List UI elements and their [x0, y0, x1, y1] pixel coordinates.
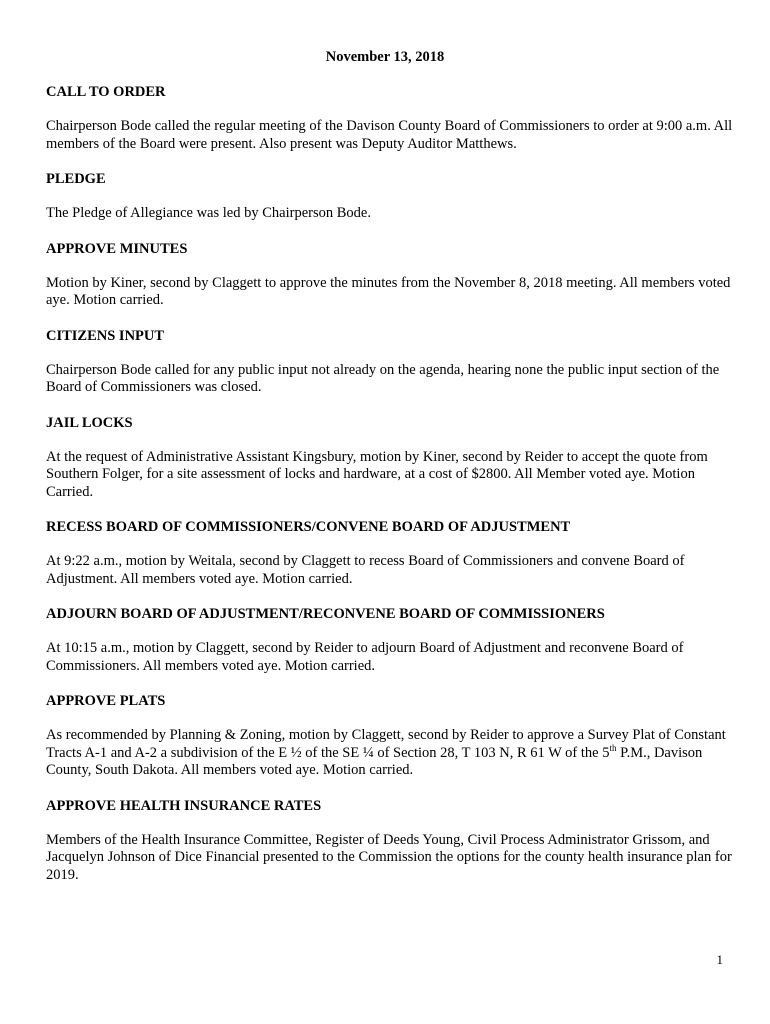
heading-pledge: PLEDGE: [46, 171, 106, 187]
body-health-insurance: Members of the Health Insurance Committee, Register of Deeds Young, Civil Process Administrator Grissom, and Jacquelyn Johnson of Dice Financial presented to the Commission the options for the county health insurance plan for 2019.: [46, 831, 732, 883]
body-recess-board: At 9:22 a.m., motion by Weitala, second by Claggett to recess Board of Commissioners and convene Board of Adjustment. All members voted aye. Motion carried.: [46, 553, 685, 587]
heading-call-to-order: CALL TO ORDER: [46, 84, 166, 100]
heading-adjourn-board: ADJOURN BOARD OF ADJUSTMENT/RECONVENE BOARD OF COMMISSIONERS: [46, 606, 605, 622]
page-number: 1: [716, 952, 723, 967]
plats-ordinal-suffix: th: [609, 742, 617, 753]
body-adjourn-board: At 10:15 a.m., motion by Claggett, second by Reider to adjourn Board of Adjustment and reconvene Board of Commissioners. All members voted aye. Motion carried.: [46, 640, 684, 674]
meeting-date: November 13, 2018: [325, 49, 445, 65]
heading-approve-plats: APPROVE PLATS: [46, 693, 166, 709]
body-jail-locks: At the request of Administrative Assistant Kingsbury, motion by Kiner, second by Reider to accept the quote from Southern Folger, for a site assessment of locks and hardware, at a cost of $2800. All Member voted aye. Motion Carried.: [46, 448, 708, 500]
heading-recess-board: RECESS BOARD OF COMMISSIONERS/CONVENE BOARD OF ADJUSTMENT: [46, 519, 571, 535]
heading-health-insurance: APPROVE HEALTH INSURANCE RATES: [46, 797, 322, 814]
heading-approve-minutes: APPROVE MINUTES: [46, 240, 188, 257]
body-call-to-order: Chairperson Bode called the regular meeting of the Davison County Board of Commissioners to order at 9:00 a.m. All members of the Board were present. Also present was Deputy Auditor Matthews.: [46, 118, 733, 152]
heading-jail-locks: JAIL LOCKS: [46, 414, 133, 431]
body-approve-plats: [46, 727, 736, 780]
plats-text-end: P.M., Davison County, South Dakota. All members voted aye. Motion carried.: [46, 744, 703, 778]
plats-text-main: As recommended by Planning & Zoning, motion by Claggett, second by Reider to approve a Survey Plat of Constant Tracts A-1 and A-2 a subdivision of the E ½ of the SE ¼ of Section 28, T 103 N, R 61 W of the 5: [46, 727, 726, 761]
body-citizens-input: Chairperson Bode called for any public input not already on the agenda, hearing none the public input section of the Board of Commissioners was closed.: [46, 361, 720, 395]
body-approve-minutes: Motion by Kiner, second by Claggett to approve the minutes from the November 8, 2018 meeting. All members voted aye. Motion carried.: [46, 274, 731, 308]
body-pledge: The Pledge of Allegiance was led by Chairperson Bode.: [46, 205, 371, 221]
heading-citizens-input: CITIZENS INPUT: [46, 327, 165, 344]
minutes-content: [46, 83, 736, 901]
